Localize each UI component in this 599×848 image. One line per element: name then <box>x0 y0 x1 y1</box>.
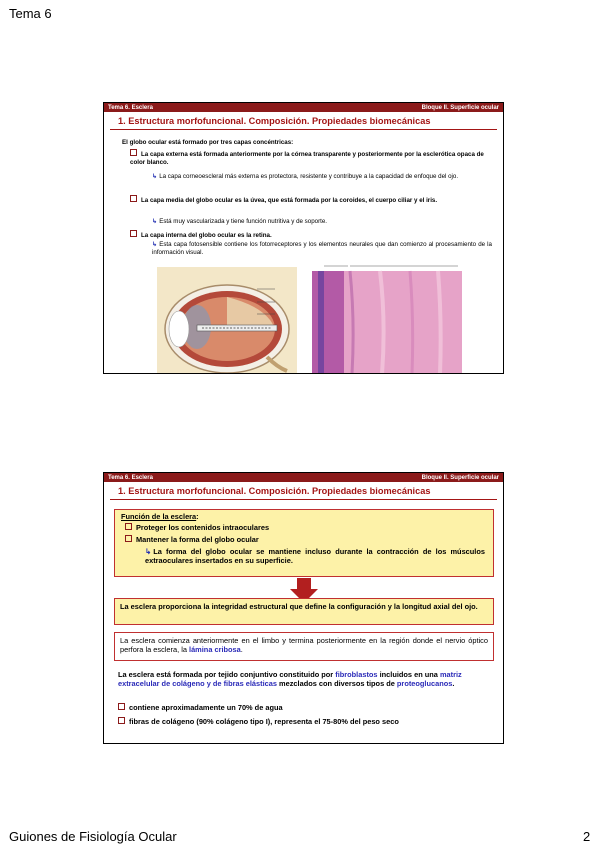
sub-middle-layer <box>152 218 492 226</box>
square-bullet-icon <box>130 195 137 202</box>
tissue-part: mezclados con diversos tipos de <box>276 679 397 689</box>
function-item-shape <box>125 535 259 544</box>
slide-topic: Tema 6. Esclera <box>108 474 153 481</box>
sub-inner-layer <box>152 241 492 256</box>
tissue-part: La esclera está formada por tejido conjuntivo constituido por <box>118 670 336 679</box>
title-rule <box>110 129 497 130</box>
arrow-bullet-icon: ↳ <box>152 241 158 248</box>
sub-outer-layer <box>152 173 492 181</box>
slide-2 <box>103 472 504 744</box>
bullet-inner-layer <box>130 230 492 240</box>
slide-1 <box>103 102 504 374</box>
slide-header <box>104 473 503 482</box>
bullet-text: La capa media del globo ocular es la úvea, que está formada por la coroides, el cuerpo ciliar y el iris. <box>141 197 438 204</box>
collagen-item <box>118 717 492 726</box>
arrow-bullet-icon: ↳ <box>152 218 158 225</box>
slide-block: Bloque II. Superficie ocular <box>421 104 499 111</box>
function-box <box>114 509 494 577</box>
eye-anatomy-image <box>157 267 297 374</box>
matrix-term: matriz extracelular de colágeno y de fibras elásticas <box>118 670 462 689</box>
sub-text: Esta capa fotosensible contiene los fotorreceptores y los elementos neurales que dan comienzo al procesamiento de la información visual. <box>152 241 492 256</box>
page-number: 2 <box>583 829 591 844</box>
bullet-middle-layer <box>130 195 492 205</box>
arrow-bullet-icon: ↳ <box>152 173 158 180</box>
square-bullet-icon <box>125 523 132 530</box>
tissue-part: incluidos en una <box>377 670 440 679</box>
square-bullet-icon <box>125 535 132 542</box>
function-item-text: Proteger los contenidos intraoculares <box>136 523 270 532</box>
function-heading-colon: : <box>196 512 199 521</box>
title-rule <box>110 499 497 500</box>
page-footer-title: Guiones de Fisiología Ocular <box>9 829 177 844</box>
square-bullet-icon <box>118 717 125 724</box>
slide-block: Bloque II. Superficie ocular <box>421 474 499 481</box>
function-item-protect <box>125 523 269 532</box>
slide-title: 1. Estructura morfofuncional. Composición. Propiedades biomecánicas <box>118 486 431 496</box>
fibroblastos-term: fibroblastos <box>335 670 378 679</box>
tissue-end: . <box>452 679 455 689</box>
square-bullet-icon <box>118 703 125 710</box>
sub-text: Está muy vascularizada y tiene función nutritiva y de soporte. <box>159 218 328 225</box>
slide-title: 1. Estructura morfofuncional. Composición. Propiedades biomecánicas <box>118 116 431 126</box>
slide-header <box>104 103 503 112</box>
proteoglucanos-term: proteoglucanos <box>396 679 453 689</box>
slide-topic: Tema 6. Esclera <box>108 104 153 111</box>
tissue-text <box>118 670 492 688</box>
bullet-text: La capa interna del globo ocular es la retina. <box>141 232 272 239</box>
function-subpoint <box>145 547 485 565</box>
square-bullet-icon <box>130 149 137 156</box>
limbo-box <box>114 632 494 661</box>
function-subpoint-text: La forma del globo ocular se mantiene incluso durante la contracción de los músculos extraoculares insertados en su superficie. <box>145 547 485 566</box>
arrow-bullet-icon: ↳ <box>145 547 152 556</box>
function-heading <box>121 512 199 521</box>
intro-text: El globo ocular está formado por tres capas concéntricas: <box>122 139 294 146</box>
square-bullet-icon <box>130 230 137 237</box>
water-text: contiene aproximadamente un 70% de agua <box>129 703 283 712</box>
lamina-cribosa-term: lámina cribosa <box>189 645 241 655</box>
limbo-text: La esclera comienza anteriormente en el limbo y termina posteriormente en la región donde el nervio óptico perfora la esclera, la <box>120 636 488 655</box>
function-heading-text: Función de la esclera <box>121 512 197 521</box>
sclera-histology-image <box>310 261 470 374</box>
bullet-text: La capa externa está formada anteriormente por la córnea transparente y posteriormente por la esclerótica opaca de color blanco. <box>130 151 484 166</box>
function-item-text: Mantener la forma del globo ocular <box>136 535 259 544</box>
water-item <box>118 703 492 712</box>
page-header: Tema 6 <box>9 6 52 21</box>
integrity-box: La esclera proporciona la integridad estructural que define la configuración y la longitud axial del ojo. <box>114 598 494 625</box>
collagen-text: fibras de colágeno (90% colágeno tipo I), representa el 75-80% del peso seco <box>129 717 399 726</box>
limbo-end: . <box>240 645 243 655</box>
sub-text: La capa corneoescleral más externa es protectora, resistente y contribuye a la capacidad de enfoque del ojo. <box>159 173 459 180</box>
bullet-outer-layer <box>130 149 492 166</box>
